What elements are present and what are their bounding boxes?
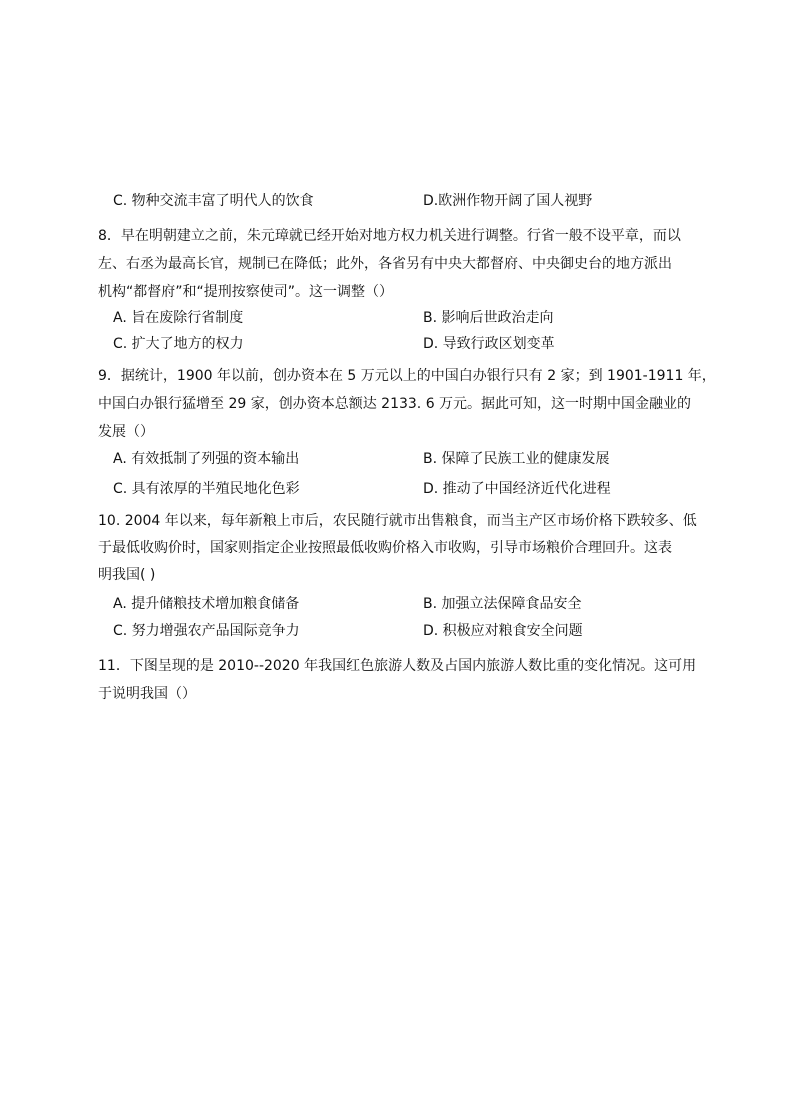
q11-stem-line-2: 于说明我国（） xyxy=(98,686,196,702)
q10-option-a: A. 提升储粮技术增加粮食储备 xyxy=(113,596,300,612)
q9-option-d: D. 推动了中国经济近代化进程 xyxy=(423,481,611,497)
q10-option-c: C. 努力增强农产品国际竞争力 xyxy=(113,623,300,639)
q8-stem-line-1: 8．早在明朝建立之前，朱元璋就已经开始对地方权力机关进行调整。行省一般不设平章，而以 xyxy=(98,228,681,244)
q8-option-b: B. 影响后世政治走向 xyxy=(423,310,554,326)
q9-option-a: A. 有效抵制了列强的资本输出 xyxy=(113,451,300,467)
q9-option-c: C. 具有浓厚的半殖民地化色彩 xyxy=(113,481,300,497)
q9-stem-line-1: 9．据统计，1900 年以前，创办资本在 5 万元以上的中国白办银行只有 2 家；到 1901-1911 年， xyxy=(98,368,716,384)
q10-stem-line-1: 10. 2004 年以来，每年新粮上市后，农民随行就市出售粮食，而当主产区市场价格下跌较多、低 xyxy=(98,513,697,529)
q8-option-c: C. 扩大了地方的权力 xyxy=(113,336,244,352)
q7-option-d: D.欧洲作物开阔了国人视野 xyxy=(423,193,593,209)
q11-stem-line-1: 11．下图呈现的是 2010--2020 年我国红色旅游人数及占国内旅游人数比重的变化情况。这可用 xyxy=(98,658,697,674)
q8-stem-line-3: 机构“都督府”和“提刑按察使司”。这一调整（） xyxy=(98,284,394,300)
q7-option-c: C. 物种交流丰富了明代人的饮食 xyxy=(113,193,314,209)
q9-stem-line-3: 发展（） xyxy=(98,424,154,440)
q8-option-a: A. 旨在废除行省制度 xyxy=(113,310,244,326)
q10-option-d: D. 积极应对粮食安全问题 xyxy=(423,623,583,639)
q8-stem-line-2: 左、右丞为最高长官，规制已在降低；此外，各省另有中央大都督府、中央御史台的地方派出 xyxy=(98,256,672,272)
q9-stem-line-2: 中国白办银行猛增至 29 家，创办资本总额达 2133. 6 万元。据此可知，这一时期中国金融业的 xyxy=(98,396,692,412)
q10-option-b: B. 加强立法保障食品安全 xyxy=(423,596,582,612)
q10-stem-line-3: 明我国( ) xyxy=(98,567,156,583)
q10-stem-line-2: 于最低收购价时，国家则指定企业按照最低收购价格入市收购，引导市场粮价合理回升。这表 xyxy=(98,540,672,556)
q8-option-d: D. 导致行政区划变革 xyxy=(423,336,555,352)
q9-option-b: B. 保障了民族工业的健康发展 xyxy=(423,451,610,467)
